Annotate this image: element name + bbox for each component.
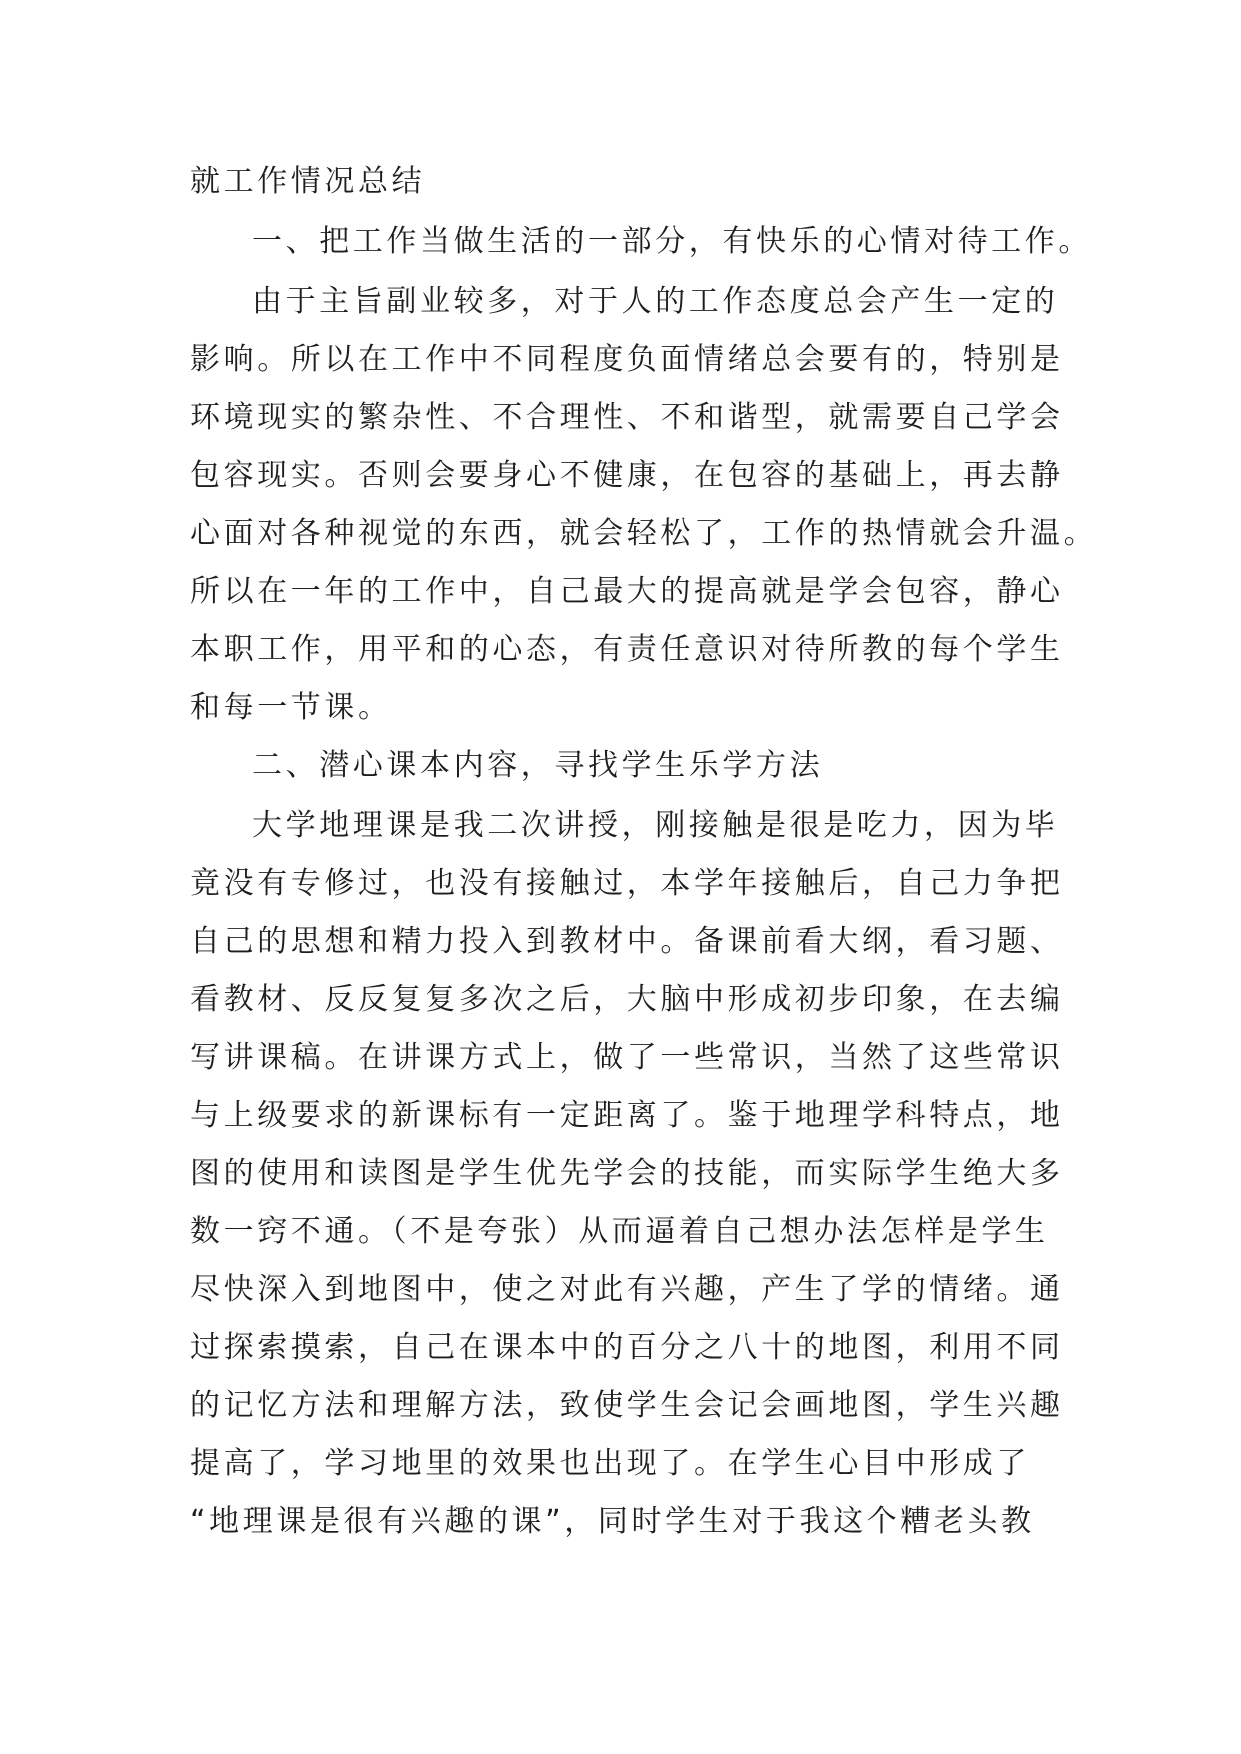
text-line: 提高了，学习地里的效果也出现了。在学生心目中形成了 xyxy=(190,1446,1030,1481)
text-line: 的记忆方法和理解方法，致使学生会记会画地图，学生兴趣 xyxy=(190,1388,1064,1423)
section-heading-1: 一、把工作当做生活的一部分，有快乐的心情对待工作。 xyxy=(252,224,1092,259)
text-line: 图的使用和读图是学生优先学会的技能，而实际学生绝大多 xyxy=(190,1156,1064,1191)
text-line: 竟没有专修过，也没有接触过，本学年接触后，自己力争把 xyxy=(190,866,1064,901)
text-line: 和每一节课。 xyxy=(190,690,392,725)
text-line: 尽快深入到地图中，使之对此有兴趣，产生了学的情绪。通 xyxy=(190,1272,1064,1307)
text-line: 大学地理课是我二次讲授，刚接触是很是吃力，因为毕 xyxy=(252,808,1059,843)
text-line: 看教材、反反复复多次之后，大脑中形成初步印象，在去编 xyxy=(190,982,1064,1017)
text-line: 数一窍不通。（不是夸张）从而逼着自己想办法怎样是学生 xyxy=(190,1214,1049,1249)
text-line: 自己的思想和精力投入到教材中。备课前看大纲，看习题、 xyxy=(190,924,1064,959)
text-line: 心面对各种视觉的东西，就会轻松了，工作的热情就会升温。 xyxy=(190,516,1098,551)
text-line: 本职工作，用平和的心态，有责任意识对待所教的每个学生 xyxy=(190,632,1064,667)
text-line: 由于主旨副业较多，对于人的工作态度总会产生一定的 xyxy=(252,284,1059,319)
text-line: 环境现实的繁杂性、不合理性、不和谐型，就需要自己学会 xyxy=(190,400,1064,435)
text-line: 与上级要求的新课标有一定距离了。鉴于地理学科特点，地 xyxy=(190,1098,1064,1133)
text-line: 过探索摸索，自己在课本中的百分之八十的地图，利用不同 xyxy=(190,1330,1064,1365)
section-heading-2: 二、潜心课本内容，寻找学生乐学方法 xyxy=(252,748,824,783)
text-line: “地理课是很有兴趣的课”，同时学生对于我这个糟老头教 xyxy=(190,1504,1035,1539)
text-line: 写讲课稿。在讲课方式上，做了一些常识，当然了这些常识 xyxy=(190,1040,1064,1075)
text-line: 包容现实。否则会要身心不健康，在包容的基础上，再去静 xyxy=(190,458,1064,493)
text-line: 所以在一年的工作中，自己最大的提高就是学会包容，静心 xyxy=(190,574,1064,609)
document-title: 就工作情况总结 xyxy=(190,164,426,199)
text-line: 影响。所以在工作中不同程度负面情绪总会要有的，特别是 xyxy=(190,342,1064,377)
